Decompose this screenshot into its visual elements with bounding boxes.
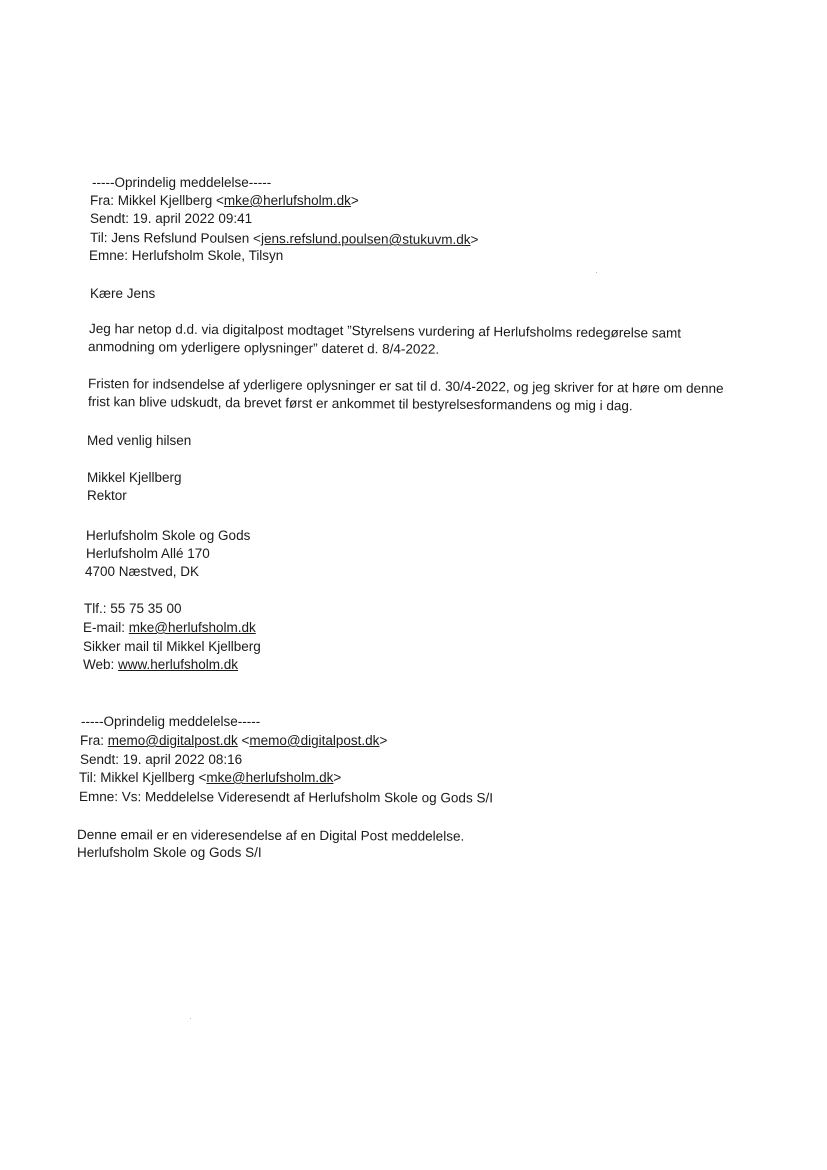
separator-1: -----Oprindelig meddelelse----- (92, 175, 272, 190)
to-end: > (470, 231, 479, 248)
from-line-1 (90, 192, 359, 209)
from-end: > (350, 193, 359, 208)
web-label: Web: (83, 657, 119, 672)
email-link[interactable]: mke@herlufsholm.dk (128, 620, 256, 635)
to-line-2 (79, 769, 341, 786)
paragraph-2-line-2: frist kan blive udskudt, da brevet først er ankommet til bestyrelsesformandens og mig i dag. (87, 394, 633, 414)
paragraph-1-line-2: anmodning om yderligere oplysninger” dateret d. 8/4-2022. (87, 339, 440, 357)
from-end-2: > (379, 733, 388, 748)
sent-line-1: Sendt: 19. april 2022 09:41 (90, 211, 253, 226)
organization-city: 4700 Næstved, DK (85, 564, 200, 579)
signature-title: Rektor (87, 488, 127, 503)
closing: Med venlig hilsen (87, 433, 192, 448)
from-line-2 (80, 732, 387, 749)
signature-name: Mikkel Kjellberg (87, 470, 182, 485)
separator-2: -----Oprindelig meddelelse----- (81, 714, 261, 729)
forward-body-line-2: Herlufsholm Skole og Gods S/I (77, 845, 262, 860)
email-line (83, 619, 256, 636)
paragraph-1-line-1: Jeg har netop d.d. via digitalpost modtaget ”Styrelsens vurdering af Herlufsholms redegørelse samt (88, 321, 682, 341)
from-email-link-2[interactable]: memo@digitalpost.dk (249, 733, 380, 748)
to-label: Til: Jens Refslund Poulsen < (89, 230, 262, 246)
from-label-2: Fra: (80, 733, 108, 748)
from-label: Fra: Mikkel Kjellberg < (90, 193, 224, 208)
from-mid-2: < (237, 733, 250, 748)
organization-name: Herlufsholm Skole og Gods (86, 528, 251, 543)
subject-line-2: Emne: Vs: Meddelelse Videresendt af Herlufsholm Skole og Gods S/I (78, 789, 493, 806)
scan-speck (190, 1018, 191, 1019)
web-line (83, 656, 238, 673)
organization-address: Herlufsholm Allé 170 (86, 546, 210, 561)
greeting: Kære Jens (90, 286, 156, 301)
email-label: E-mail: (83, 620, 129, 635)
scan-speck (596, 272, 597, 273)
phone-line: Tlf.: 55 75 35 00 (84, 601, 182, 616)
to-end-2: > (333, 770, 342, 785)
to-label-2: Til: Mikkel Kjellberg < (79, 770, 207, 785)
forward-body-line-1: Denne email er en videresendelse af en Digital Post meddelelse. (76, 827, 465, 844)
to-email-link-2[interactable]: mke@herlufsholm.dk (206, 770, 334, 785)
from-link-2[interactable]: memo@digitalpost.dk (107, 733, 238, 748)
secure-mail-line: Sikker mail til Mikkel Kjellberg (83, 639, 261, 654)
web-link[interactable]: www.herlufsholm.dk (118, 657, 239, 672)
paragraph-2-line-1: Fristen for indsendelse af yderligere oplysninger er sat til d. 30/4-2022, og jeg skriver for at høre om denne (87, 376, 724, 396)
subject-line-1: Emne: Herlufsholm Skole, Tilsyn (89, 248, 284, 263)
sent-line-2: Sendt: 19. april 2022 08:16 (80, 752, 243, 767)
from-email-link[interactable]: mke@herlufsholm.dk (223, 193, 351, 208)
to-email-link[interactable]: jens.refslund.poulsen@stukuvm.dk (260, 230, 471, 247)
to-line-1 (90, 229, 479, 248)
